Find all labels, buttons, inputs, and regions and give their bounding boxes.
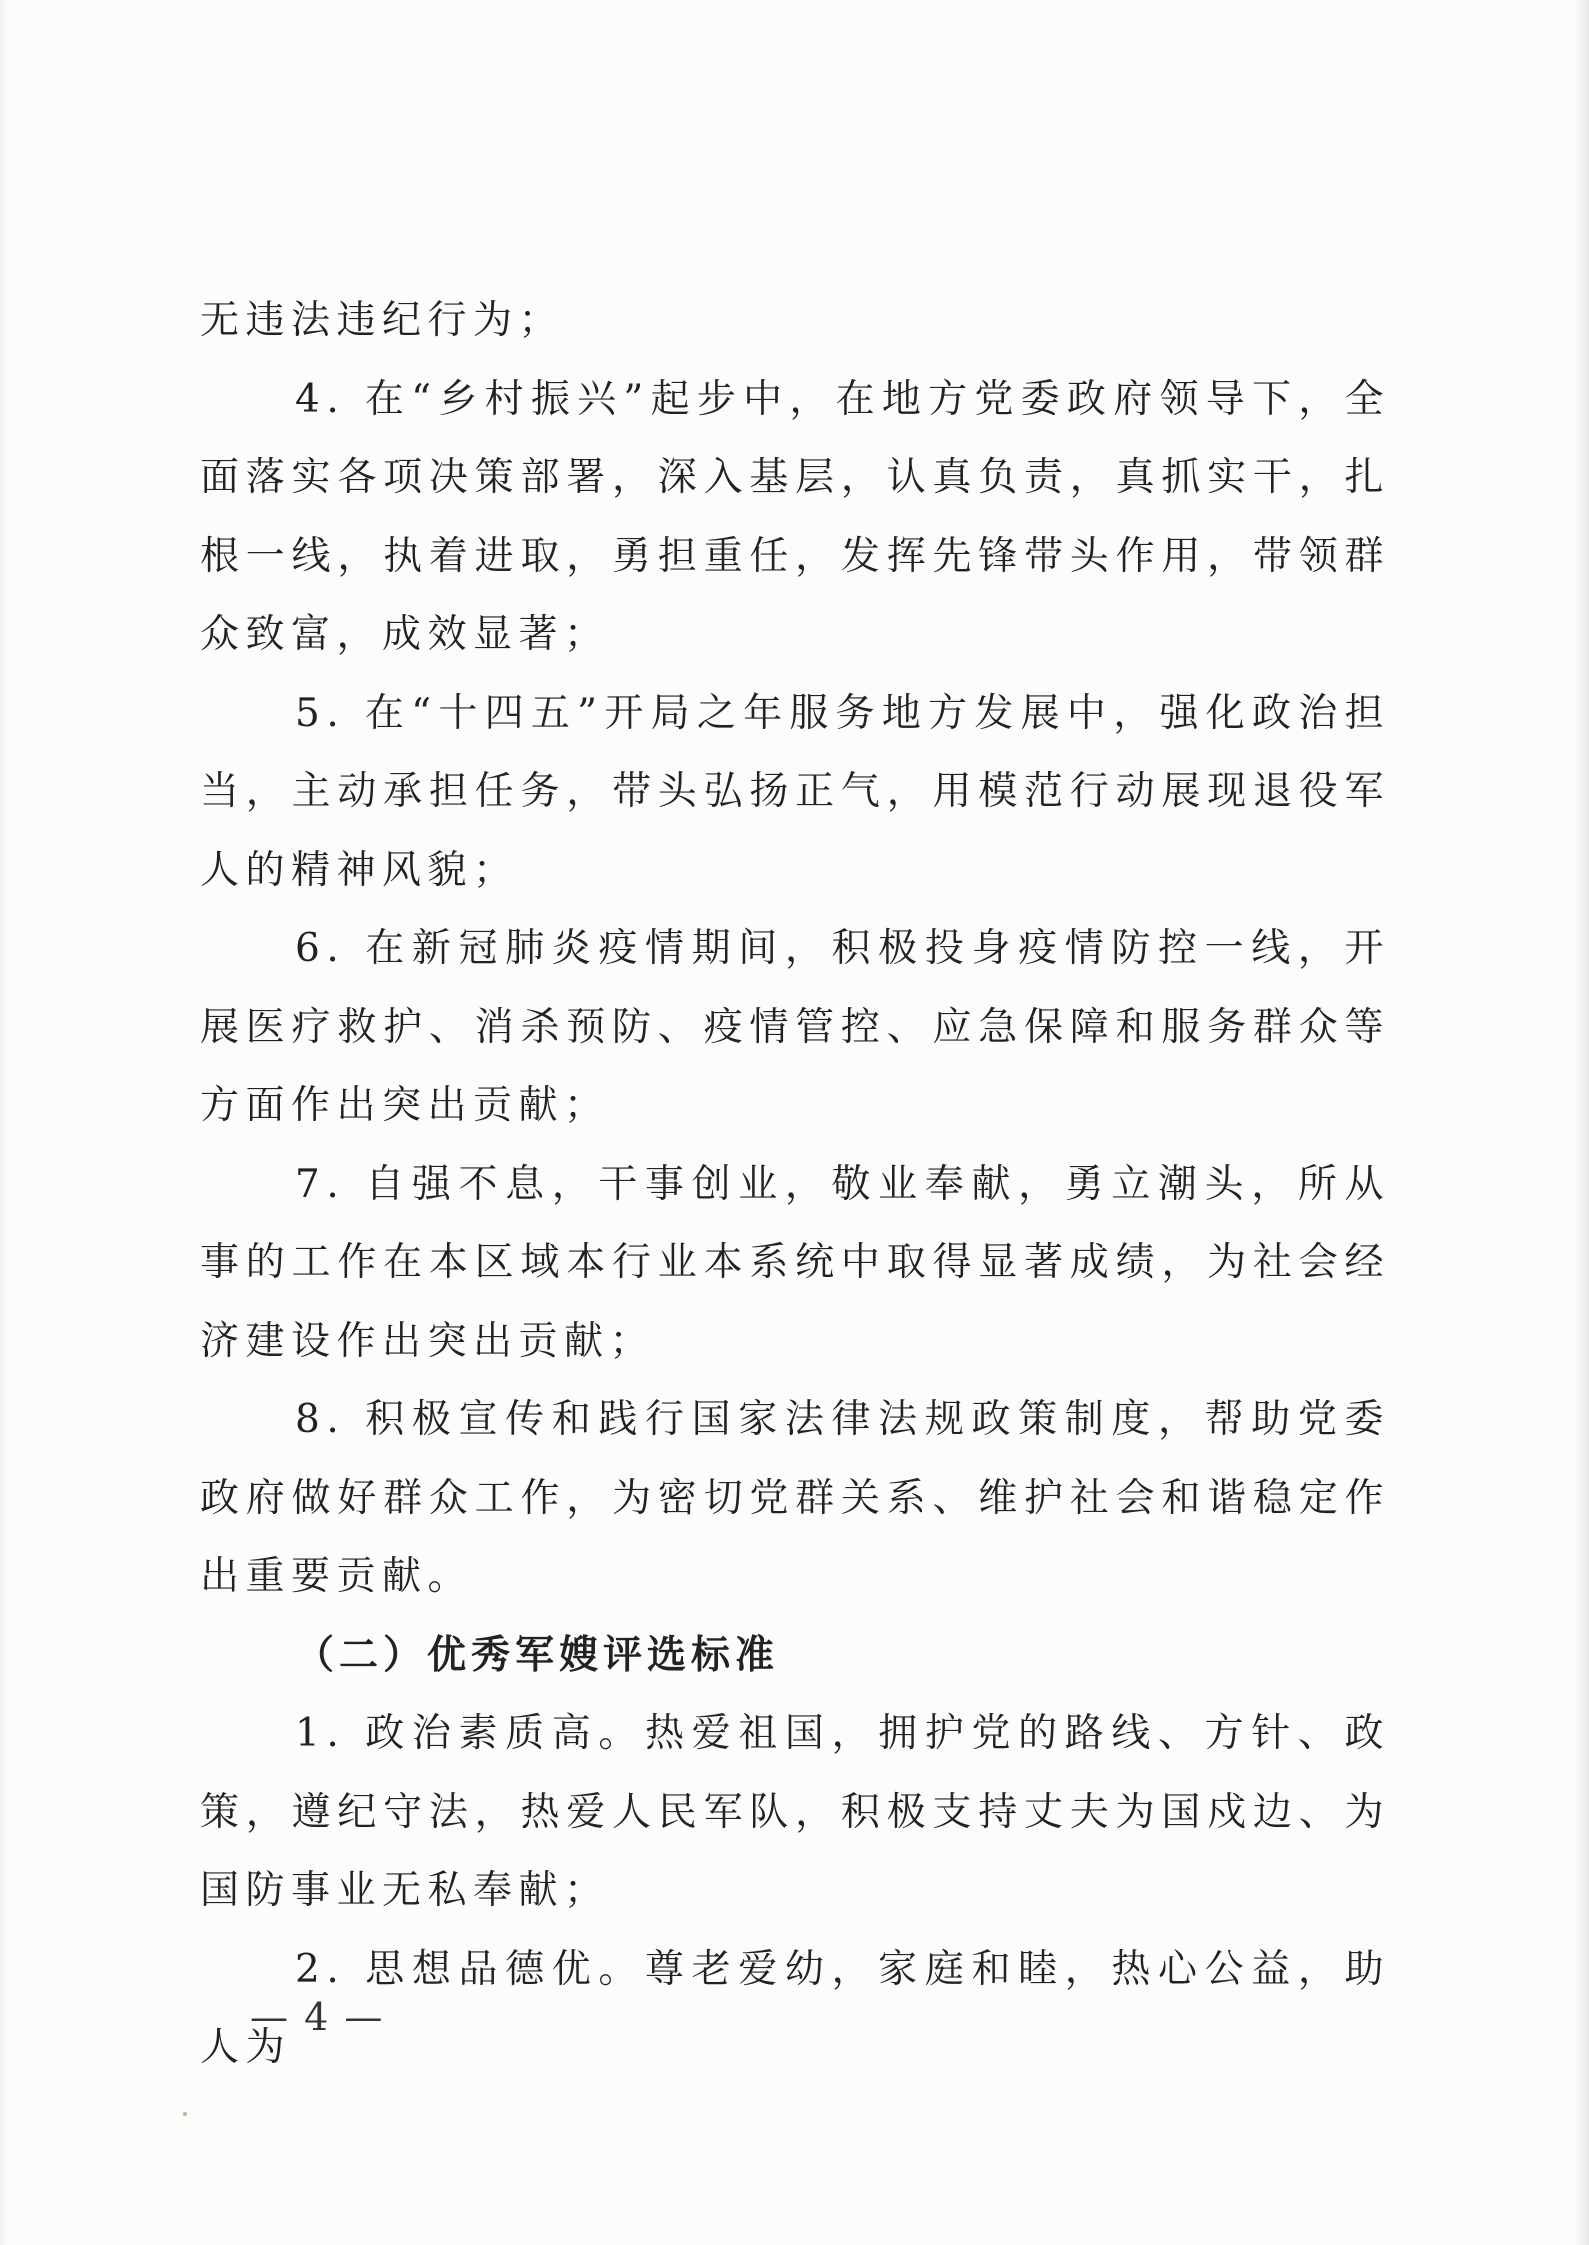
- page-number: — 4 —: [250, 1995, 385, 2039]
- paragraph-item-4: 4. 在“乡村振兴”起步中，在地方党委政府领导下，全面落实各项决策部署，深入基层，认真负责，真抓实干，扎根一线，执着进取，勇担重任，发挥先锋带头作用，带领群众致富，成效显著；: [200, 376, 1390, 657]
- page-edge-shadow: [1575, 0, 1589, 2245]
- section-paragraph-1: 1. 政治素质高。热爱祖国，拥护党的路线、方针、政策，遵纪守法，热爱人民军队，积极支持丈夫为国戍边、为国防事业无私奉献；: [200, 1711, 1390, 1913]
- scan-speck: [183, 2112, 187, 2116]
- paragraph-item-8: 8. 积极宣传和践行国家法律法规政策制度，帮助党委政府做好群众工作，为密切党群关系、维护社会和谐稳定作出重要贡献。: [200, 1397, 1390, 1599]
- paragraph-item-5: 5. 在“十四五”开局之年服务地方发展中，强化政治担当，主动承担任务，带头弘扬正气，用模范行动展现退役军人的精神风貌；: [200, 690, 1390, 893]
- page-left-shadow: [0, 0, 8, 2245]
- paragraph-continuation: 无违法违纪行为；: [200, 298, 565, 343]
- section-paragraph-2: 2. 思想品德优。尊老爱幼，家庭和睦，热心公益，助人为: [200, 1946, 1390, 2070]
- paragraph-item-6: 6. 在新冠肺炎疫情期间，积极投身疫情防控一线，开展医疗救护、消杀预防、疫情管控、应急保障和服务群众等方面作出突出贡献；: [200, 926, 1390, 1128]
- paragraph-item-7: 7. 自强不息，干事创业，敬业奉献，勇立潮头，所从事的工作在本区域本行业本系统中取得显著成绩，为社会经济建设作出突出贡献；: [200, 1161, 1390, 1364]
- section-heading: （二）优秀军嫂评选标准: [295, 1632, 780, 1678]
- document-body: [200, 282, 1390, 2088]
